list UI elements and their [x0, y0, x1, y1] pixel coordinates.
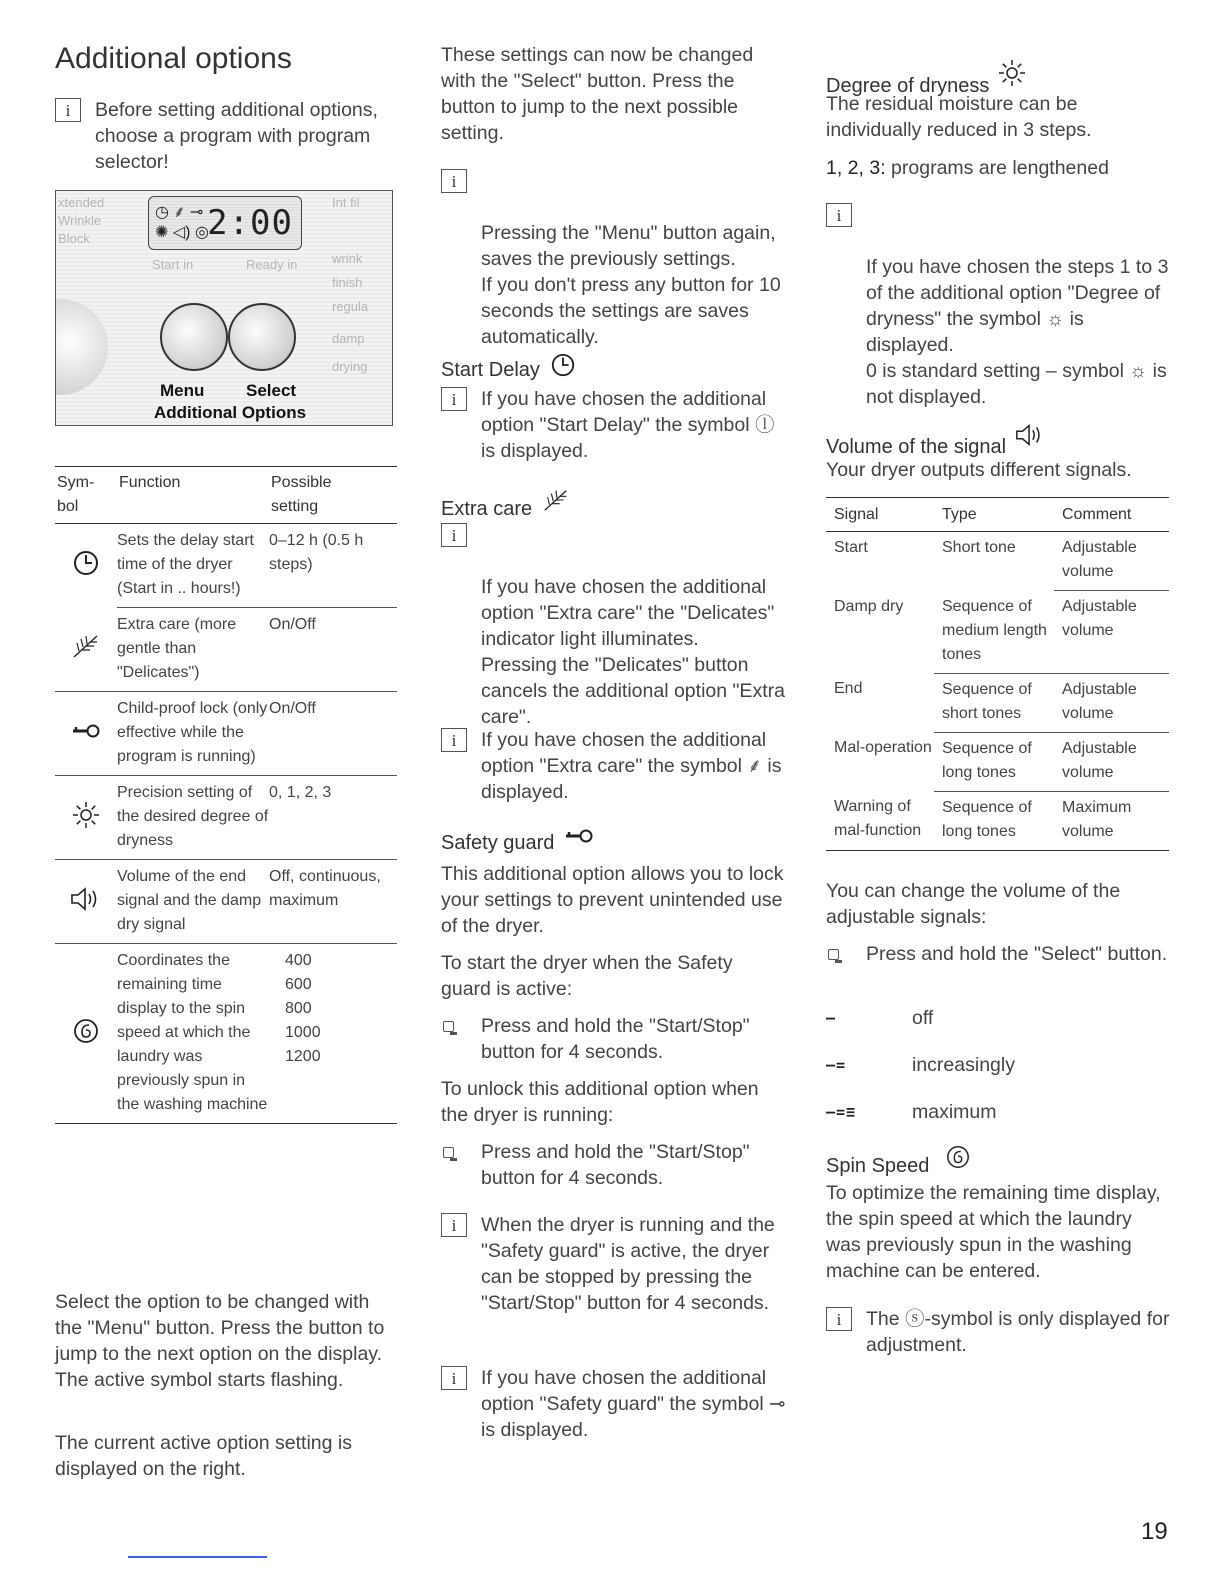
- panel-faint-label: drying: [332, 359, 368, 374]
- panel-faint-label: Wrinkle: [58, 213, 102, 228]
- sun-icon: ✺: [155, 224, 169, 241]
- panel-faint-label: damp: [332, 331, 365, 346]
- page-number: 19: [1141, 1518, 1168, 1545]
- table-row: [826, 791, 1169, 850]
- type-cell: Sequence of medium length tones: [934, 591, 1054, 674]
- clock-icon: [550, 352, 576, 378]
- control-panel-image: [55, 190, 393, 426]
- info-icon: i: [441, 1366, 467, 1390]
- dryness-paragraph: The residual moisture can be individually reduced in 3 steps.: [826, 93, 1092, 141]
- table-row: [826, 673, 1169, 732]
- select-label: Select: [246, 381, 297, 400]
- comment-cell: Adjustable volume: [1054, 673, 1169, 732]
- signal-cell: Start: [834, 539, 868, 556]
- signal-cell: Damp dry: [834, 597, 904, 615]
- feather-icon: ⸙: [173, 204, 186, 221]
- setting-cell: On/Off: [269, 692, 397, 776]
- spin-icon: [55, 944, 117, 1124]
- signal-table: [826, 497, 1169, 851]
- function-cell: Volume of the end signal and the damp dry signal: [117, 860, 269, 944]
- safety-guard-paragraph: This additional option allows you to lock your settings to prevent unintended use of the dryer.: [441, 863, 784, 937]
- comment-cell: Adjustable volume: [1054, 532, 1169, 591]
- safety-guard-start-step: Press and hold the "Start/Stop" button for 4 seconds.: [441, 1013, 786, 1065]
- adjustable-paragraph: You can change the volume of the adjustable signals:: [826, 880, 1121, 928]
- function-cell: Sets the delay start time of the dryer (Start in .. hours!): [117, 524, 269, 608]
- page-title: Additional options: [55, 42, 292, 75]
- dryness-steps: [826, 155, 1171, 181]
- safety-guard-unlock-step: Press and hold the "Start/Stop" button for 4 seconds.: [441, 1139, 786, 1191]
- key-icon: ⊸: [189, 204, 204, 221]
- info-icon: i: [441, 387, 467, 411]
- signal-cell: Warning of mal-function: [826, 791, 934, 850]
- menu-note: i Pressing the "Menu" button again, saves the previously settings. If you don't press any button for 10 seconds the settings are saves automatically.: [441, 168, 786, 350]
- extra-care-note: i If you have chosen the additional option "Extra care" the "Delicates" indicator light illuminates. Pressing the "Delicates" button cancels the additional option "Extra care".: [441, 522, 786, 730]
- table-row: [55, 860, 397, 944]
- signal-cell: End: [834, 680, 863, 697]
- lcd-display: [148, 196, 302, 250]
- table-row: [55, 692, 397, 776]
- dryness-steps-label: 1, 2, 3:: [826, 157, 886, 179]
- dryness-note: i If you have chosen the steps 1 to 3 of the additional option "Degree of dryness" the symbol ☼ is displayed. 0 is standard setting – symbol ☼ is not displayed.: [826, 202, 1171, 410]
- feather-icon: [542, 487, 570, 513]
- footer-rule: [128, 1556, 267, 1558]
- extra-care-heading: Extra care: [441, 487, 570, 521]
- table-row: [826, 591, 1169, 674]
- signal-paragraph: Your dryer outputs different signals.: [826, 459, 1132, 481]
- type-cell: Sequence of long tones: [934, 732, 1054, 791]
- dryness-steps-text: programs are lengthened: [885, 157, 1109, 179]
- info-icon: i: [826, 203, 852, 227]
- spin-speed-paragraph: To optimize the remaining time display, the spin speed at which the laundry was previously spun in the washing machine can be entered.: [826, 1182, 1161, 1282]
- panel-faint-label: Start in: [152, 257, 194, 272]
- lcd-symbols: [155, 203, 209, 243]
- table-header: Type: [934, 498, 1054, 532]
- panel-faint-label: Block: [58, 231, 90, 246]
- menu-knob: [160, 303, 228, 371]
- safety-guard-symbol-note: i If you have chosen the additional option "Safety guard" the symbol ⊸ is displayed.: [441, 1365, 786, 1443]
- panel-faint-label: wrink: [332, 251, 363, 266]
- function-cell: Child-proof lock (only effective while the program is running): [117, 692, 269, 776]
- table-row: [826, 532, 1169, 591]
- select-option-paragraph: Select the option to be changed with the "Menu" button. Press the button to jump to the next option on the display. The active symbol starts flashing.: [55, 1291, 385, 1391]
- panel-faint-label: xtended: [58, 195, 105, 210]
- setting-cell: 0, 1, 2, 3: [269, 776, 397, 860]
- feather-icon: [55, 608, 117, 692]
- comment-cell: Adjustable volume: [1054, 591, 1169, 674]
- type-cell: Short tone: [942, 539, 1016, 556]
- lcd-time: 2:00: [207, 203, 293, 243]
- spin-speed-heading: Spin Speed: [826, 1144, 971, 1178]
- select-settings-paragraph: These settings can now be changed with the "Select" button. Press the button to jump to the next possible setting.: [441, 44, 754, 144]
- active-option-paragraph: The current active option setting is displayed on the right.: [55, 1432, 352, 1480]
- panel-caption: Additional Options: [154, 403, 307, 422]
- sun-icon: [997, 58, 1027, 88]
- start-delay-heading: Start Delay: [441, 352, 576, 382]
- panel-faint-label: regula: [332, 299, 369, 314]
- comment-cell: Adjustable volume: [1054, 732, 1169, 791]
- speaker-icon: [55, 860, 117, 944]
- setting-cell: Off, continuous, maximum: [269, 860, 397, 944]
- spin-icon: ◎: [194, 224, 209, 241]
- info-icon: i: [55, 98, 81, 122]
- panel-faint-label: finish: [332, 275, 363, 290]
- volume-maximum-icon: –=≡: [826, 1103, 857, 1121]
- table-row: [826, 732, 1169, 791]
- table-header: Sym- bol: [55, 467, 117, 524]
- volume-level-increasing: –= increasingly: [826, 1054, 1015, 1076]
- table-row: [55, 944, 397, 1124]
- clock-icon: ◷: [155, 204, 169, 221]
- function-cell: Extra care (more gentle than "Delicates"): [117, 608, 269, 692]
- checkbox-icon: [443, 1147, 454, 1158]
- info-icon: i: [441, 1213, 467, 1237]
- info-icon: i: [826, 1307, 852, 1331]
- key-icon: [564, 827, 594, 845]
- dryness-heading: Degree of dryness: [826, 58, 1027, 98]
- type-cell: Sequence of short tones: [934, 673, 1054, 732]
- intro-note: i Before setting additional options, choose a program with program selector!: [55, 97, 395, 175]
- setting-cell: 400 600 800 1000 1200: [269, 944, 397, 1124]
- info-icon: i: [441, 169, 467, 193]
- program-selector-knob: [55, 299, 108, 395]
- spin-speed-note: i The ⓢ-symbol is only displayed for adjustment.: [826, 1306, 1171, 1358]
- table-header: Comment: [1054, 498, 1169, 532]
- table-row: [55, 776, 397, 860]
- speaker-icon: ◁): [172, 224, 191, 241]
- signal-heading: Volume of the signal: [826, 421, 1046, 459]
- volume-increasing-icon: –=: [826, 1056, 847, 1074]
- spin-icon: [945, 1144, 971, 1170]
- safety-guard-unlock-intro: To unlock this additional option when the dryer is running:: [441, 1078, 759, 1126]
- sun-icon: [55, 776, 117, 860]
- volume-off-icon: –: [826, 1009, 837, 1027]
- info-icon: i: [441, 728, 467, 752]
- safety-guard-stop-note: i When the dryer is running and the "Safety guard" is active, the dryer can be stopped by pressing the "Start/Stop" button for 4 seconds.: [441, 1212, 786, 1316]
- select-knob: [228, 303, 296, 371]
- signal-cell: Mal-operation: [834, 739, 932, 756]
- function-cell: Coordinates the remaining time display to the spin speed at which the laundry was previously spun in the washing machine: [117, 944, 269, 1124]
- speaker-icon: [1014, 421, 1046, 449]
- setting-cell: 0–12 h (0.5 h steps): [269, 524, 397, 608]
- volume-level-maximum: –=≡ maximum: [826, 1101, 997, 1123]
- volume-level-off: – off: [826, 1007, 934, 1029]
- volume-step: Press and hold the "Select" button.: [826, 941, 1171, 967]
- clock-icon: [55, 524, 117, 608]
- setting-cell: On/Off: [269, 608, 397, 692]
- info-icon: i: [441, 523, 467, 547]
- type-cell: Sequence of long tones: [934, 791, 1054, 850]
- panel-faint-label: Int fil: [332, 195, 360, 210]
- panel-faint-label: Ready in: [246, 257, 298, 272]
- function-table: [55, 466, 397, 1124]
- key-icon: [55, 692, 117, 776]
- comment-cell: Maximum volume: [1054, 791, 1169, 850]
- table-header: Possible setting: [269, 467, 397, 524]
- safety-guard-heading: Safety guard: [441, 827, 594, 855]
- function-cell: Precision setting of the desired degree of dryness: [117, 776, 269, 860]
- table-row: [55, 524, 397, 608]
- extra-care-symbol-note: i If you have chosen the additional option "Extra care" the symbol ⸙ is displayed.: [441, 727, 786, 805]
- table-row: [55, 608, 397, 692]
- safety-guard-start-intro: To start the dryer when the Safety guard is active:: [441, 952, 733, 1000]
- start-delay-note: i If you have chosen the additional option "Start Delay" the symbol ⓛ is displayed.: [441, 386, 786, 464]
- menu-label: Menu: [160, 381, 205, 400]
- table-header: Signal: [826, 498, 934, 532]
- checkbox-icon: [828, 949, 839, 960]
- table-header: Function: [117, 467, 269, 524]
- checkbox-icon: [443, 1021, 454, 1032]
